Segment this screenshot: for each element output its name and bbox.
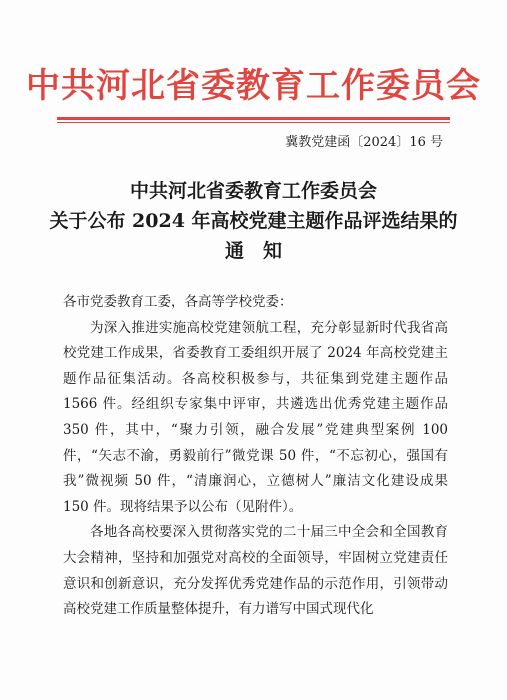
document-number: 冀教党建函〔2024〕16 号	[285, 135, 443, 150]
header-red-rule-thin	[57, 122, 450, 123]
salutation: 各市党委教育工委，各高等学校党委：	[63, 294, 293, 310]
notice-title	[0, 176, 507, 266]
issuer-header-title: 中共河北省委教育工作委员会	[26, 66, 481, 106]
title-line-2: 关于公布 2024 年高校党建主题作品评选结果的	[49, 210, 458, 232]
notice-body	[63, 290, 448, 623]
title-line-3: 通 知	[224, 240, 282, 262]
header-red-rule-thick	[57, 117, 450, 120]
paragraph-2: 各地各高校要深入贯彻落实党的二十届三中全会和全国教育大会精神，坚持和加强党对高校的全面领导，牢固树立党建责任意识和创新意识，充分发挥优秀党建作品的示范作用，引领带动高校党建工作质量整体提升，有力谱写中国式现代化	[63, 524, 448, 618]
title-line-1: 中共河北省委教育工作委员会	[129, 180, 377, 202]
paragraph-1: 为深入推进实施高校党建领航工程，充分彰显新时代我省高校党建工作成果，省委教育工委组织开展了 2024 年高校党建主题作品征集活动。各高校积极参与，共征集到党建主题作品 1566 件。经组织专家集中评审，共遴选出优秀党建主题作品 350 件，其中，“聚力引领，融合发展”党建典型案例 100 件，“矢志不渝，勇毅前行”微党课 50 件，“不忘初心，强国有我”微视频 50 件，“清廉润心，立德树人”廉洁文化建设成果 150 件。现将结果予以公布（见附件）。	[63, 319, 448, 515]
